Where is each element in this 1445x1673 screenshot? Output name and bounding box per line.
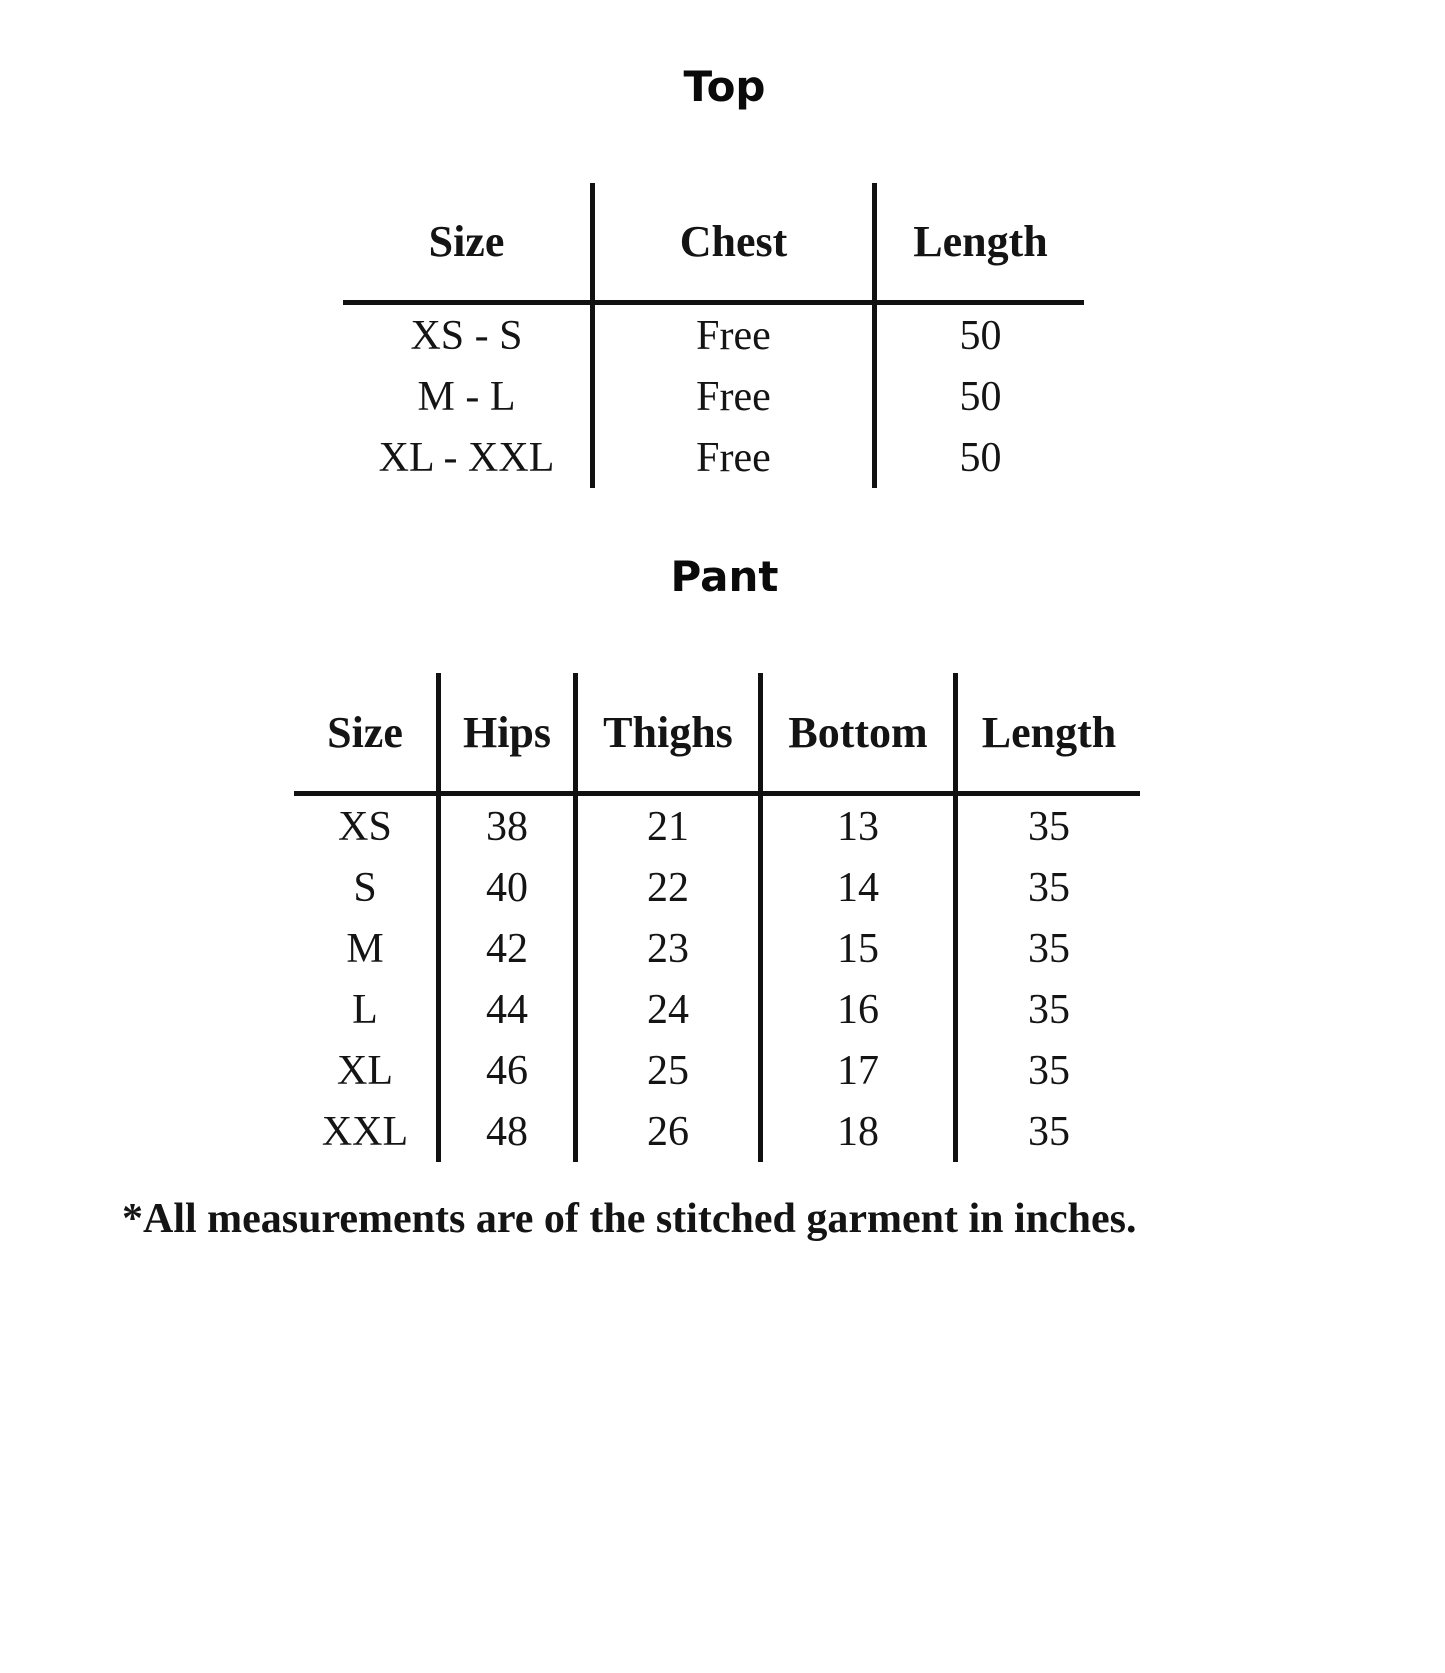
cell-hips: 38 [439, 794, 576, 858]
cell-size: XL [337, 1047, 393, 1094]
table-header-row [294, 673, 1140, 794]
cell-hips: 46 [439, 1040, 576, 1101]
table-row [294, 918, 1140, 979]
pant-size-table [294, 673, 1140, 1162]
cell-size: XXL [321, 1108, 409, 1155]
top-size-table [343, 183, 1084, 488]
cell-size: M - L [417, 373, 516, 420]
cell-hips: 42 [439, 918, 576, 979]
cell-size: XS [338, 803, 392, 850]
table-row [343, 366, 1084, 427]
cell-length: 50 [875, 303, 1085, 367]
measurement-footnote: *All measurements are of the stitched garment in inches. [122, 1196, 1137, 1242]
cell-length: 35 [956, 794, 1141, 858]
cell-length: 35 [956, 857, 1141, 918]
cell-thighs: 21 [576, 794, 761, 858]
table-row [294, 979, 1140, 1040]
cell-bottom: 16 [761, 979, 956, 1040]
column-header-length: Length [956, 673, 1141, 794]
table-row [294, 1101, 1140, 1162]
cell-bottom: 15 [761, 918, 956, 979]
cell-thighs: 26 [576, 1101, 761, 1162]
column-header-hips: Hips [439, 673, 576, 794]
cell-hips: 44 [439, 979, 576, 1040]
cell-length: 50 [875, 366, 1085, 427]
table-header-row [343, 183, 1084, 303]
column-header-bottom: Bottom [761, 673, 956, 794]
pant-table-title: Pant [670, 552, 779, 601]
column-header-size: Size [294, 673, 439, 794]
cell-thighs: 24 [576, 979, 761, 1040]
cell-thighs: 22 [576, 857, 761, 918]
cell-size: L [352, 986, 378, 1033]
top-table-title: Top [683, 62, 766, 111]
cell-bottom: 13 [761, 794, 956, 858]
cell-length: 35 [956, 918, 1141, 979]
table-row [343, 427, 1084, 488]
table-row [294, 794, 1140, 858]
cell-length: 35 [956, 979, 1141, 1040]
column-header-thighs: Thighs [576, 673, 761, 794]
column-header-size: Size [343, 183, 593, 303]
column-header-chest: Chest [593, 183, 875, 303]
cell-size: M [346, 925, 384, 972]
cell-bottom: 18 [761, 1101, 956, 1162]
cell-bottom: 17 [761, 1040, 956, 1101]
cell-thighs: 23 [576, 918, 761, 979]
cell-chest: Free [593, 303, 875, 367]
cell-chest: Free [593, 427, 875, 488]
cell-bottom: 14 [761, 857, 956, 918]
cell-length: 50 [875, 427, 1085, 488]
table-row [294, 857, 1140, 918]
cell-length: 35 [956, 1040, 1141, 1101]
table-row [343, 303, 1084, 367]
cell-thighs: 25 [576, 1040, 761, 1101]
cell-length: 35 [956, 1101, 1141, 1162]
column-header-length: Length [875, 183, 1085, 303]
cell-hips: 40 [439, 857, 576, 918]
cell-size: S [353, 864, 377, 911]
cell-chest: Free [593, 366, 875, 427]
table-row [294, 1040, 1140, 1101]
cell-hips: 48 [439, 1101, 576, 1162]
cell-size: XS - S [410, 312, 523, 359]
cell-size: XL - XXL [378, 434, 555, 481]
